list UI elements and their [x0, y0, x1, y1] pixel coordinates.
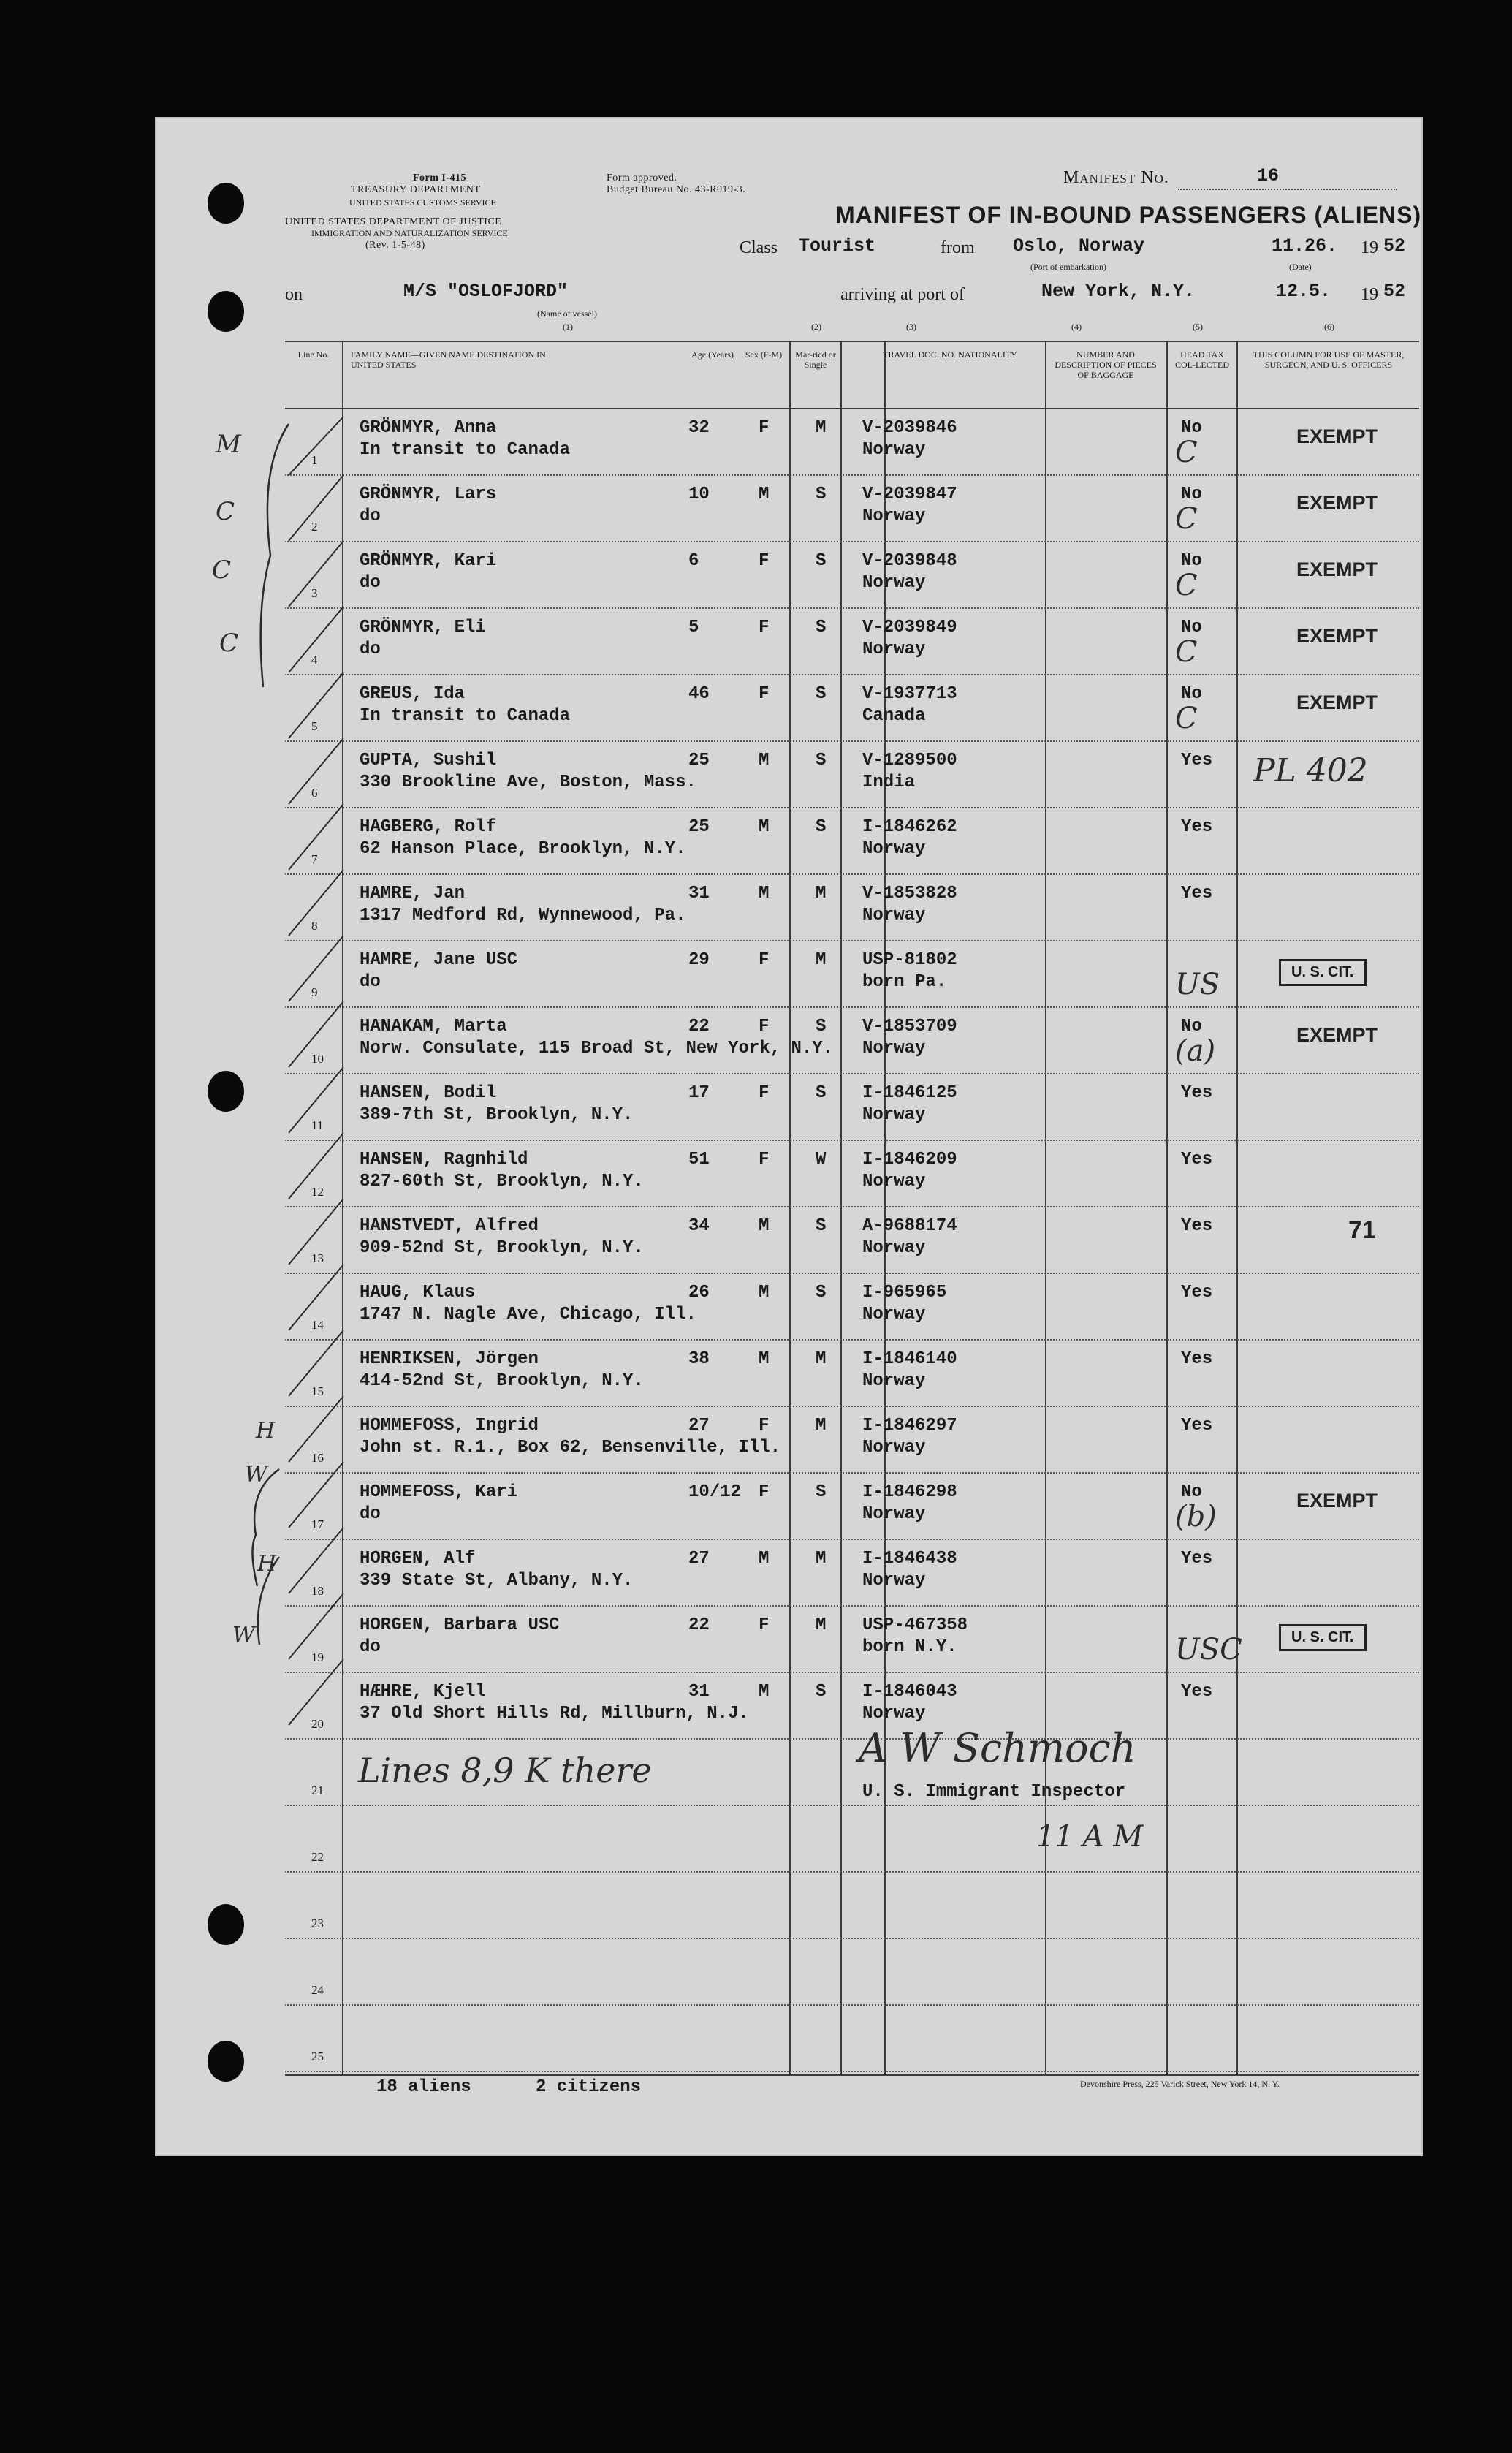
age: 5 — [688, 618, 699, 637]
margin-mark: W — [232, 1623, 255, 1648]
arrival-date: 12.5. — [1276, 281, 1331, 302]
passenger-name: HAMRE, Jan — [360, 884, 466, 903]
age: 25 — [688, 751, 710, 770]
sex: M — [759, 751, 770, 770]
table-row — [285, 2006, 1419, 2072]
travel-doc: I-965965 — [862, 1283, 947, 1303]
line-number: 18 — [311, 1584, 324, 1598]
line-number: 1 — [311, 453, 318, 467]
tax-note: C — [1175, 502, 1198, 536]
line-number: 12 — [311, 1185, 324, 1199]
travel-doc: I-1846438 — [862, 1549, 957, 1569]
head-tax: No — [1181, 1482, 1202, 1502]
page-title: MANIFEST OF IN-BOUND PASSENGERS (ALIENS) — [835, 202, 1422, 228]
travel-doc: V-2039846 — [862, 418, 957, 438]
passenger-name: GRÖNMYR, Anna — [360, 418, 497, 438]
age: 29 — [688, 950, 710, 970]
marital-status: S — [816, 1017, 827, 1036]
nationality: Norway — [862, 1305, 926, 1324]
table-row — [285, 941, 1419, 1008]
travel-doc: USP-467358 — [862, 1615, 968, 1635]
table-row — [285, 1474, 1419, 1540]
marital-status: M — [816, 418, 827, 438]
age: 10/12 — [688, 1482, 742, 1502]
form-number: Form I-415 — [413, 172, 467, 183]
margin-mark: C — [212, 556, 232, 585]
age: 22 — [688, 1615, 710, 1635]
table-row — [285, 1008, 1419, 1074]
table-row — [285, 1074, 1419, 1141]
ins-heading: IMMIGRATION AND NATURALIZATION SERVICE — [311, 228, 508, 238]
nationality: Norway — [862, 1238, 926, 1258]
officer-note: 71 — [1348, 1216, 1376, 1244]
line-number: 4 — [311, 653, 318, 667]
nationality: Norway — [862, 1039, 926, 1058]
line-number: 16 — [311, 1451, 324, 1465]
line-number: 25 — [311, 2050, 324, 2063]
line-number: 23 — [311, 1916, 324, 1930]
arrival-port: New York, N.Y. — [1041, 281, 1196, 302]
manifest-label: Manifest No. — [1063, 168, 1169, 187]
travel-doc: V-2039849 — [862, 618, 957, 637]
passenger-name: GRÖNMYR, Kari — [360, 551, 497, 571]
line-number: 6 — [311, 786, 318, 800]
inspector-title: U. S. Immigrant Inspector — [862, 1782, 1126, 1802]
col-officers: THIS COLUMN FOR USE OF MASTER, SURGEON, AND U. S. OFFICERS — [1253, 349, 1405, 370]
nationality: Norway — [862, 1371, 926, 1391]
head-tax: Yes — [1181, 1349, 1213, 1369]
table-row — [285, 742, 1419, 808]
tax-note: C — [1175, 635, 1198, 669]
travel-doc: I-1846262 — [862, 817, 957, 837]
marital-status: M — [816, 1416, 827, 1436]
travel-doc: V-1289500 — [862, 751, 957, 770]
marital-status: S — [816, 1216, 827, 1236]
table-row — [285, 1407, 1419, 1474]
exempt-stamp: EXEMPT — [1296, 625, 1378, 647]
destination: do — [360, 1637, 381, 1657]
marital-status: M — [816, 950, 827, 970]
tax-note: C — [1175, 702, 1198, 735]
manifest-table — [285, 341, 1419, 2076]
date-caption: (Date) — [1289, 262, 1312, 272]
destination: 37 Old Short Hills Rd, Millburn, N.J. — [360, 1704, 749, 1724]
destination: 827-60th St, Brooklyn, N.Y. — [360, 1172, 644, 1191]
destination: In transit to Canada — [360, 706, 571, 726]
table-row — [285, 476, 1419, 542]
line-number: 9 — [311, 985, 318, 999]
margin-mark: W — [245, 1462, 267, 1487]
travel-doc: I-1846298 — [862, 1482, 957, 1502]
col-age: Age (Years) — [691, 349, 734, 360]
head-tax: Yes — [1181, 751, 1213, 770]
us-citizen-stamp: U. S. CIT. — [1279, 1624, 1367, 1651]
col-num-6: (6) — [1324, 322, 1334, 332]
col-num-5: (5) — [1193, 322, 1203, 332]
col-travel: TRAVEL DOC. NO. NATIONALITY — [883, 349, 1017, 360]
binder-hole — [208, 2041, 244, 2082]
table-row — [285, 609, 1419, 675]
line-number: 13 — [311, 1251, 324, 1265]
margin-mark: H — [256, 1418, 276, 1444]
doj-heading: UNITED STATES DEPARTMENT OF JUSTICE — [285, 216, 502, 227]
exempt-stamp: EXEMPT — [1296, 1024, 1378, 1046]
table-row — [285, 1540, 1419, 1607]
travel-doc: A-9688174 — [862, 1216, 957, 1236]
age: 38 — [688, 1349, 710, 1369]
sex: F — [759, 551, 770, 571]
head-tax: Yes — [1181, 1416, 1213, 1436]
treasury-dept: TREASURY DEPARTMENT — [351, 184, 481, 195]
arrival-year: 52 — [1383, 281, 1406, 302]
nationality: Norway — [862, 839, 926, 859]
tax-note: USC — [1175, 1633, 1242, 1667]
marital-status: S — [816, 1283, 827, 1303]
age: 27 — [688, 1416, 710, 1436]
marital-status: S — [816, 1083, 827, 1103]
passenger-name: HAUG, Klaus — [360, 1283, 476, 1303]
head-tax: Yes — [1181, 884, 1213, 903]
officer-note: PL 402 — [1253, 752, 1368, 789]
age: 32 — [688, 418, 710, 438]
head-tax: No — [1181, 618, 1202, 637]
nationality: Norway — [862, 573, 926, 593]
travel-doc: USP-81802 — [862, 950, 957, 970]
sex: F — [759, 1482, 770, 1502]
destination: 389-7th St, Brooklyn, N.Y. — [360, 1105, 634, 1125]
sex: F — [759, 1615, 770, 1635]
table-row — [285, 542, 1419, 609]
head-tax: No — [1181, 418, 1202, 438]
revision: (Rev. 1-5-48) — [365, 240, 425, 251]
margin-mark: H — [257, 1551, 277, 1577]
vessel-caption: (Name of vessel) — [537, 308, 597, 319]
nationality: Norway — [862, 906, 926, 925]
destination: John st. R.1., Box 62, Bensenville, Ill. — [360, 1438, 781, 1457]
sex: M — [759, 817, 770, 837]
destination: 1317 Medford Rd, Wynnewood, Pa. — [360, 906, 686, 925]
age: 26 — [688, 1283, 710, 1303]
travel-doc: V-2039848 — [862, 551, 957, 571]
marital-status: S — [816, 551, 827, 571]
marital-status: M — [816, 1615, 827, 1635]
binder-hole — [208, 1071, 244, 1112]
binder-hole — [208, 1904, 244, 1945]
age: 51 — [688, 1150, 710, 1169]
head-tax: Yes — [1181, 1283, 1213, 1303]
destination: 414-52nd St, Brooklyn, N.Y. — [360, 1371, 644, 1391]
destination: 909-52nd St, Brooklyn, N.Y. — [360, 1238, 644, 1258]
margin-mark: C — [216, 497, 235, 526]
exempt-stamp: EXEMPT — [1296, 1490, 1378, 1512]
age: 31 — [688, 884, 710, 903]
marital-status: S — [816, 485, 827, 504]
passenger-name: GRÖNMYR, Lars — [360, 485, 497, 504]
sex: M — [759, 884, 770, 903]
class-label: Class — [740, 238, 778, 257]
exempt-stamp: EXEMPT — [1296, 691, 1378, 713]
binder-hole — [208, 183, 244, 224]
table-row — [285, 1341, 1419, 1407]
sex: F — [759, 418, 770, 438]
destination: 62 Hanson Place, Brooklyn, N.Y. — [360, 839, 686, 859]
destination: In transit to Canada — [360, 440, 571, 460]
nationality: Norway — [862, 507, 926, 526]
passenger-name: GRÖNMYR, Eli — [360, 618, 486, 637]
passenger-name: GUPTA, Sushil — [360, 751, 497, 770]
table-row — [285, 409, 1419, 476]
sex: M — [759, 1349, 770, 1369]
line-number: 3 — [311, 586, 318, 600]
travel-doc: I-1846297 — [862, 1416, 957, 1436]
travel-doc: I-1846209 — [862, 1150, 957, 1169]
line-number: 5 — [311, 719, 318, 733]
marital-status: S — [816, 1482, 827, 1502]
travel-doc: V-2039847 — [862, 485, 957, 504]
line-number: 22 — [311, 1850, 324, 1864]
table-row — [285, 675, 1419, 742]
port-caption: (Port of embarkation) — [1030, 262, 1106, 272]
head-tax: No — [1181, 551, 1202, 571]
line-number: 21 — [311, 1783, 324, 1797]
passenger-name: HENRIKSEN, Jörgen — [360, 1349, 539, 1369]
citizens-count: 2 citizens — [536, 2077, 642, 2097]
col-num-3: (3) — [906, 322, 916, 332]
sex: M — [759, 1549, 770, 1569]
marital-status: M — [816, 884, 827, 903]
head-tax: No — [1181, 684, 1202, 704]
travel-doc: I-1846140 — [862, 1349, 957, 1369]
col-num-2: (2) — [811, 322, 821, 332]
table-row — [285, 1141, 1419, 1207]
destination: do — [360, 507, 381, 526]
age: 31 — [688, 1682, 710, 1702]
col-num-1: (1) — [563, 322, 573, 332]
line-number: 24 — [311, 1983, 324, 1997]
col-name: FAMILY NAME—GIVEN NAME DESTINATION IN UNITED STATES — [351, 349, 546, 370]
passenger-name: HAMRE, Jane USC — [360, 950, 518, 970]
sex: F — [759, 618, 770, 637]
class-value: Tourist — [799, 235, 876, 257]
head-tax: No — [1181, 1017, 1202, 1036]
head-tax: Yes — [1181, 817, 1213, 837]
table-row — [285, 1607, 1419, 1673]
age: 22 — [688, 1017, 710, 1036]
table-row — [285, 1673, 1419, 1740]
tax-note: C — [1175, 569, 1198, 602]
nationality: Norway — [862, 640, 926, 659]
table-row — [285, 1939, 1419, 2006]
sex: F — [759, 1083, 770, 1103]
travel-doc: V-1853709 — [862, 1017, 957, 1036]
nationality: born Pa. — [862, 972, 947, 992]
inspector-initials: 11 A M — [1036, 1820, 1144, 1854]
line-number: 10 — [311, 1052, 324, 1066]
destination: 1747 N. Nagle Ave, Chicago, Ill. — [360, 1305, 696, 1324]
sex: M — [759, 1283, 770, 1303]
margin-mark: C — [219, 629, 239, 658]
table-row — [285, 1274, 1419, 1341]
col-tax: HEAD TAX COL-LECTED — [1175, 349, 1229, 370]
tax-note: C — [1175, 436, 1198, 469]
sex: F — [759, 684, 770, 704]
line-number: 19 — [311, 1650, 324, 1664]
age: 27 — [688, 1549, 710, 1569]
sex: F — [759, 1017, 770, 1036]
nationality: Norway — [862, 440, 926, 460]
printer-credit: Devonshire Press, 225 Varick Street, New York 14, N. Y. — [1080, 2079, 1280, 2089]
age: 46 — [688, 684, 710, 704]
destination: do — [360, 1504, 381, 1524]
nationality: Canada — [862, 706, 926, 726]
exempt-stamp: EXEMPT — [1296, 425, 1378, 447]
aliens-count: 18 aliens — [376, 2077, 471, 2097]
nationality: India — [862, 773, 916, 792]
age: 34 — [688, 1216, 710, 1236]
col-line: Line No. — [297, 349, 330, 360]
line-number: 2 — [311, 520, 318, 534]
marital-status: M — [816, 1549, 827, 1569]
col-num-4: (4) — [1071, 322, 1082, 332]
tax-note: US — [1175, 968, 1220, 1001]
sex: M — [759, 1216, 770, 1236]
line-number: 11 — [311, 1118, 324, 1132]
nationality: Norway — [862, 1172, 926, 1191]
table-row — [285, 1207, 1419, 1274]
inspector-signature: A W Schmoch — [859, 1725, 1136, 1771]
passenger-name: HANSTVEDT, Alfred — [360, 1216, 539, 1236]
on-label: on — [285, 285, 303, 304]
customs-service: UNITED STATES CUSTOMS SERVICE — [349, 197, 496, 208]
head-tax: Yes — [1181, 1150, 1213, 1169]
nationality: born N.Y. — [862, 1637, 957, 1657]
budget-bureau: Budget Bureau No. 43-R019-3. — [607, 184, 746, 195]
destination: do — [360, 640, 381, 659]
table-row — [285, 875, 1419, 941]
embarkation-year: 52 — [1383, 235, 1406, 257]
travel-doc: V-1853828 — [862, 884, 957, 903]
binder-hole — [208, 291, 244, 332]
marital-status: S — [816, 618, 827, 637]
margin-mark: M — [216, 430, 241, 459]
age: 6 — [688, 551, 699, 571]
line-number: 14 — [311, 1318, 324, 1332]
passenger-name: HANSEN, Bodil — [360, 1083, 497, 1103]
form-approved: Form approved. — [607, 172, 677, 183]
destination: 330 Brookline Ave, Boston, Mass. — [360, 773, 696, 792]
exempt-stamp: EXEMPT — [1296, 492, 1378, 514]
destination: do — [360, 972, 381, 992]
table-row — [285, 1806, 1419, 1873]
passenger-name: GREUS, Ida — [360, 684, 466, 704]
table-row — [285, 808, 1419, 875]
marital-status: M — [816, 1349, 827, 1369]
line-number: 15 — [311, 1384, 324, 1398]
marital-status: W — [816, 1150, 827, 1169]
marital-status: S — [816, 684, 827, 704]
exempt-stamp: EXEMPT — [1296, 558, 1378, 580]
line-number: 17 — [311, 1517, 324, 1531]
head-tax: Yes — [1181, 1549, 1213, 1569]
head-tax: Yes — [1181, 1216, 1213, 1236]
line-number: 20 — [311, 1717, 324, 1731]
destination: do — [360, 573, 381, 593]
head-tax: Yes — [1181, 1682, 1213, 1702]
nationality: Norway — [862, 1504, 926, 1524]
passenger-name: HANSEN, Ragnhild — [360, 1150, 528, 1169]
passenger-name: HORGEN, Alf — [360, 1549, 476, 1569]
table-row — [285, 1873, 1419, 1939]
arriving-label: arriving at port of — [840, 285, 965, 304]
passenger-name: HANAKAM, Marta — [360, 1017, 507, 1036]
marital-status: S — [816, 1682, 827, 1702]
sex: M — [759, 485, 770, 504]
line-number: 7 — [311, 852, 318, 866]
line-number: 8 — [311, 919, 318, 933]
col-baggage: NUMBER AND DESCRIPTION OF PIECES OF BAGGAGE — [1055, 349, 1157, 380]
embarkation-port: Oslo, Norway — [1013, 235, 1145, 257]
age: 25 — [688, 817, 710, 837]
travel-doc: I-1846043 — [862, 1682, 957, 1702]
passenger-name: HOMMEFOSS, Ingrid — [360, 1416, 539, 1436]
col-married: Mar-ried or Single — [795, 349, 836, 370]
age: 10 — [688, 485, 710, 504]
nationality: Norway — [862, 1105, 926, 1125]
tax-note: (a) — [1175, 1034, 1216, 1068]
nationality: Norway — [862, 1704, 926, 1724]
nationality: Norway — [862, 1438, 926, 1457]
vessel-name: M/S "OSLOFJORD" — [403, 281, 569, 302]
col-sex: Sex (F-M) — [745, 349, 783, 360]
passenger-name: HÆHRE, Kjell — [360, 1682, 486, 1702]
manifest-number: 16 — [1257, 165, 1280, 186]
lines-note: Lines 8,9 K there — [358, 1751, 652, 1790]
passenger-name: HAGBERG, Rolf — [360, 817, 497, 837]
head-tax: Yes — [1181, 1083, 1213, 1103]
travel-doc: I-1846125 — [862, 1083, 957, 1103]
destination: 339 State St, Albany, N.Y. — [360, 1571, 634, 1591]
passenger-name: HOMMEFOSS, Kari — [360, 1482, 518, 1502]
embarkation-date: 11.26. — [1272, 235, 1338, 257]
year-prefix: 19 — [1361, 238, 1378, 257]
nationality: Norway — [862, 1571, 926, 1591]
sex: F — [759, 950, 770, 970]
marital-status: S — [816, 751, 827, 770]
marital-status: S — [816, 817, 827, 837]
sex: F — [759, 1150, 770, 1169]
age: 17 — [688, 1083, 710, 1103]
travel-doc: V-1937713 — [862, 684, 957, 704]
tax-note: (b) — [1175, 1500, 1217, 1533]
sex: M — [759, 1682, 770, 1702]
from-label: from — [941, 238, 975, 257]
passenger-name: HORGEN, Barbara USC — [360, 1615, 560, 1635]
sex: F — [759, 1416, 770, 1436]
us-citizen-stamp: U. S. CIT. — [1279, 959, 1367, 986]
destination: Norw. Consulate, 115 Broad St, New York, N.Y. — [360, 1039, 834, 1058]
head-tax: No — [1181, 485, 1202, 504]
arrival-year-prefix: 19 — [1361, 285, 1378, 304]
